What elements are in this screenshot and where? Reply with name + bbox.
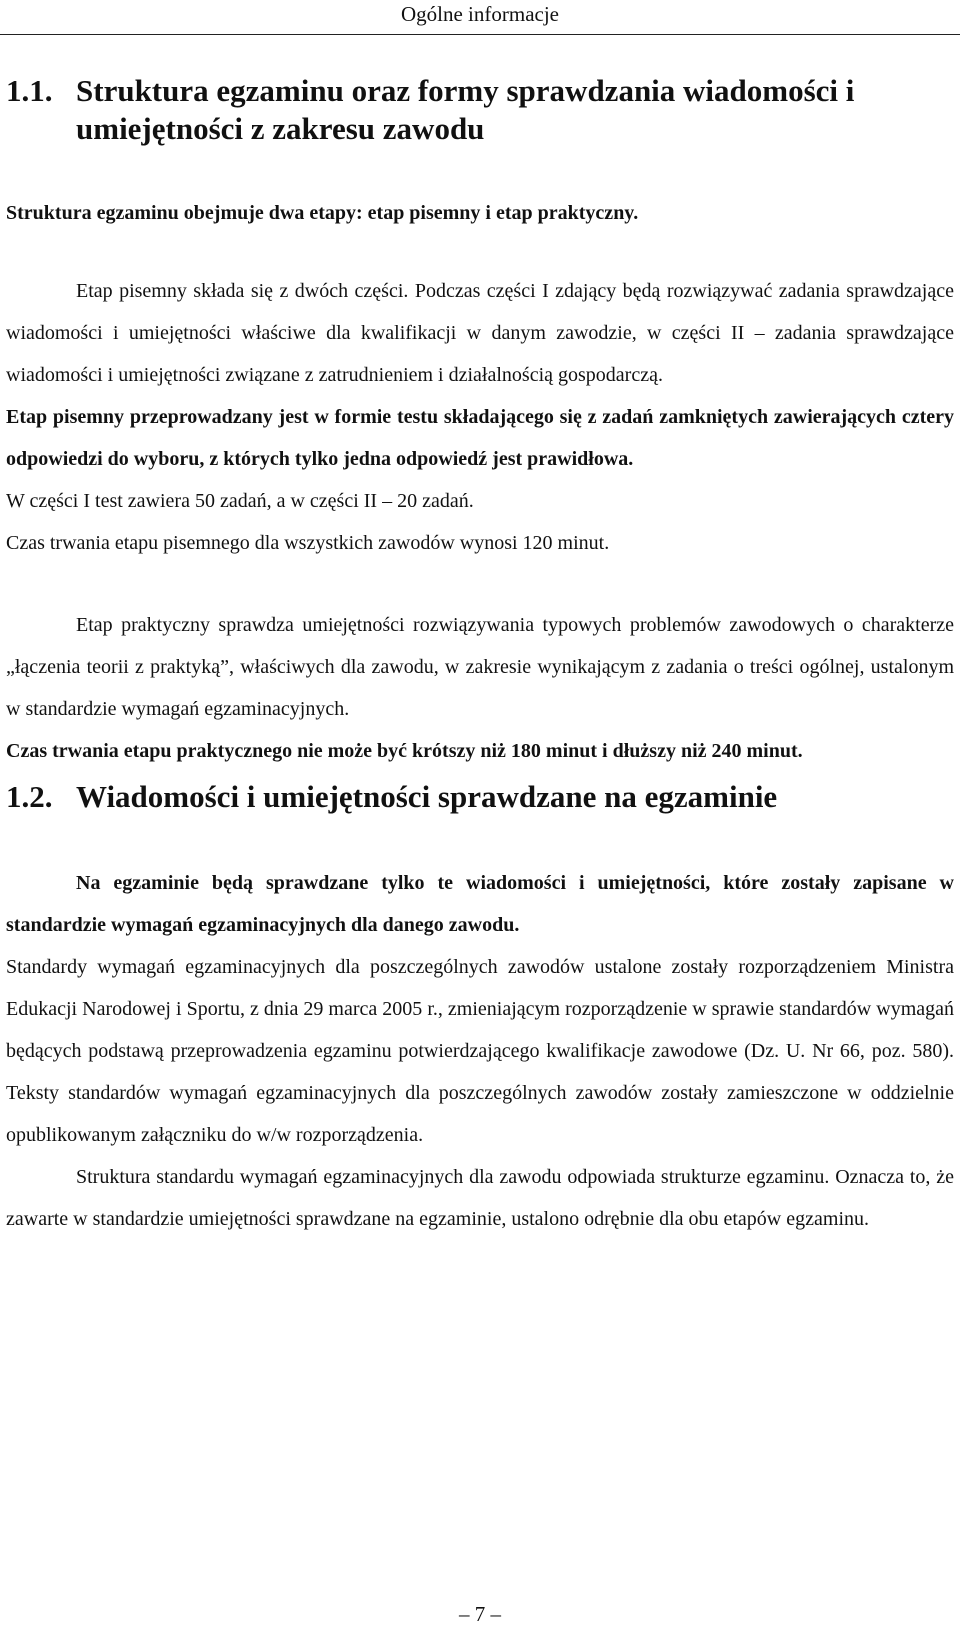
written-stage-task-count: W części I test zawiera 50 zadań, a w części II – 20 zadań. [6, 490, 474, 512]
standards-structure-paragraph: Struktura standardu wymagań egzaminacyjnych dla zawodu odpowiada strukturze egzaminu. Oznacza to, że zawarte w standardzie umiejętności sprawdzane na egzaminie, ustalono odrębnie dla obu etapów egzaminu. [6, 1166, 954, 1230]
intro-paragraph: Struktura egzaminu obejmuje dwa etapy: etap pisemny i etap praktyczny. [6, 202, 639, 224]
standards-regulation-paragraph: Standardy wymagań egzaminacyjnych dla poszczególnych zawodów ustalone zostały rozporządzeniem Ministra Edukacji Narodowej i Sportu, z dnia 29 marca 2005 r., zmieniającym rozporządzenie w sprawie standardów wymagań będących podstawą przeprowadzenia egzaminu potwierdzającego kwalifikacje zawodowe (Dz. U. Nr 66, poz. 580). Teksty standardów wymagań egzaminacyjnych dla poszczególnych zawodów zostały zamieszczone w oddzielnie opublikowanym załączniku do w/w rozporządzenia. [6, 956, 954, 1146]
practical-stage-description: Etap praktyczny sprawdza umiejętności rozwiązywania typowych problemów zawodowych o charakterze „łączenia teorii z praktyką”, właściwych dla zawodu, w zakresie wynikającym z zadania o treści ogólnej, ustalonym w standardzie wymagań egzaminacyjnych. [6, 614, 954, 720]
section-number: 1.2. [6, 779, 53, 814]
running-header [0, 0, 960, 35]
written-stage-description: Etap pisemny składa się z dwóch części. Podczas części I zdający będą rozwiązywać zadania sprawdzające wiadomości i umiejętności właściwe dla kwalifikacji w danym zawodzie, w części II – zadania sprawdzające wiadomości i umiejętności związane z zatrudnieniem i działalnością gospodarczą. [6, 280, 954, 386]
section-heading-1-1 [6, 72, 954, 148]
written-stage-duration: Czas trwania etapu pisemnego dla wszystkich zawodów wynosi 120 minut. [6, 532, 610, 554]
section-title: Struktura egzaminu oraz formy sprawdzania wiadomości i umiejętności z zakresu zawodu [76, 73, 855, 146]
knowledge-scope-paragraph: Na egzaminie będą sprawdzane tylko te wiadomości i umiejętności, które zostały zapisane w standardzie wymagań egzaminacyjnych dla danego zawodu. [6, 872, 954, 936]
section-heading-1-2 [6, 778, 954, 816]
page-number: – 7 – [459, 1602, 501, 1626]
section-number: 1.1. [6, 73, 53, 108]
section-title: Wiadomości i umiejętności sprawdzane na egzaminie [76, 779, 778, 814]
written-stage-format: Etap pisemny przeprowadzany jest w formie testu składającego się z zadań zamkniętych zawierających cztery odpowiedzi do wyboru, z których tylko jedna odpowiedź jest prawidłowa. [6, 406, 954, 470]
page-content [6, 72, 954, 1240]
header-title: Ogólne informacje [400, 2, 560, 26]
practical-stage-duration: Czas trwania etapu praktycznego nie może być krótszy niż 180 minut i dłuższy niż 240 minut. [6, 740, 803, 762]
